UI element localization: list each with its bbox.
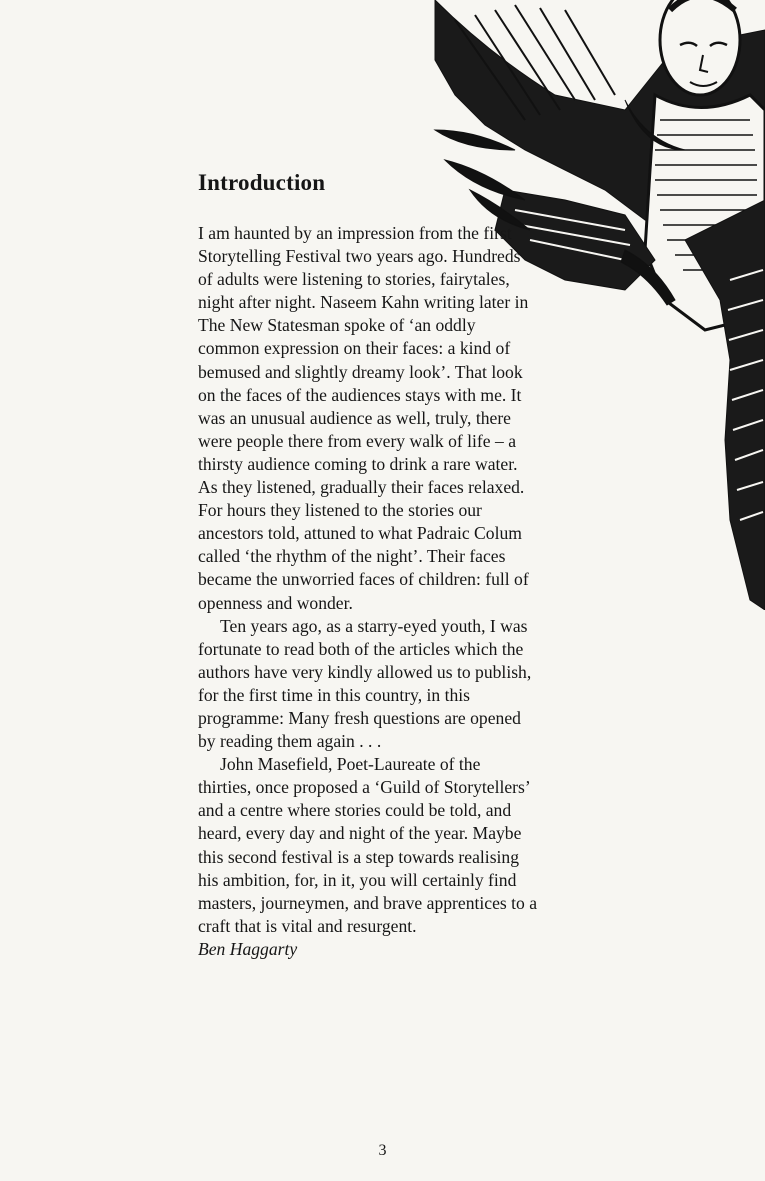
page-number: 3: [378, 1142, 387, 1159]
paragraph-1: I am haunted by an impression from the first Storytelling Festival two years ago. Hundreds of adults were listening to stories, fairytales, night after night. Naseem Kahn writing later in The New Statesman spoke of ‘an oddly common expression on their faces: a kind of bemused and slightly dreamy look’. That look on the faces of the audiences stays with me. It was an unusual audience as well, truly, there were people there from every walk of life – a thirsty audience coming to drink a rare water. As they listened, gradually their faces relaxed. For hours they listened to the stories our ancestors told, attuned to what Padraic Colum called ‘the rhythm of the night’. Their faces became the unworried faces of children: full of openness and wonder.: [198, 223, 529, 613]
paragraph-2: Ten years ago, as a starry-eyed youth, I was fortunate to read both of the articles which the authors have very kindly allowed us to publish, for the first time in this country, in this programme: Many fresh questions are opened by reading them again . . .: [198, 615, 532, 752]
author-signature: Ben Haggarty: [198, 938, 298, 959]
paragraph-3: John Masefield, Poet-Laureate of the thirties, once proposed a ‘Guild of Storytellers’ and a centre where stories could be told, and heard, every day and night of the year. Maybe this second festival is a step towards realising his ambition, for, in it, you will certainly find masters, journeymen, and brave apprentices to a craft that is vital and resurgent.: [198, 754, 538, 936]
page-title: Introduction: [198, 170, 326, 195]
article: [198, 170, 538, 961]
